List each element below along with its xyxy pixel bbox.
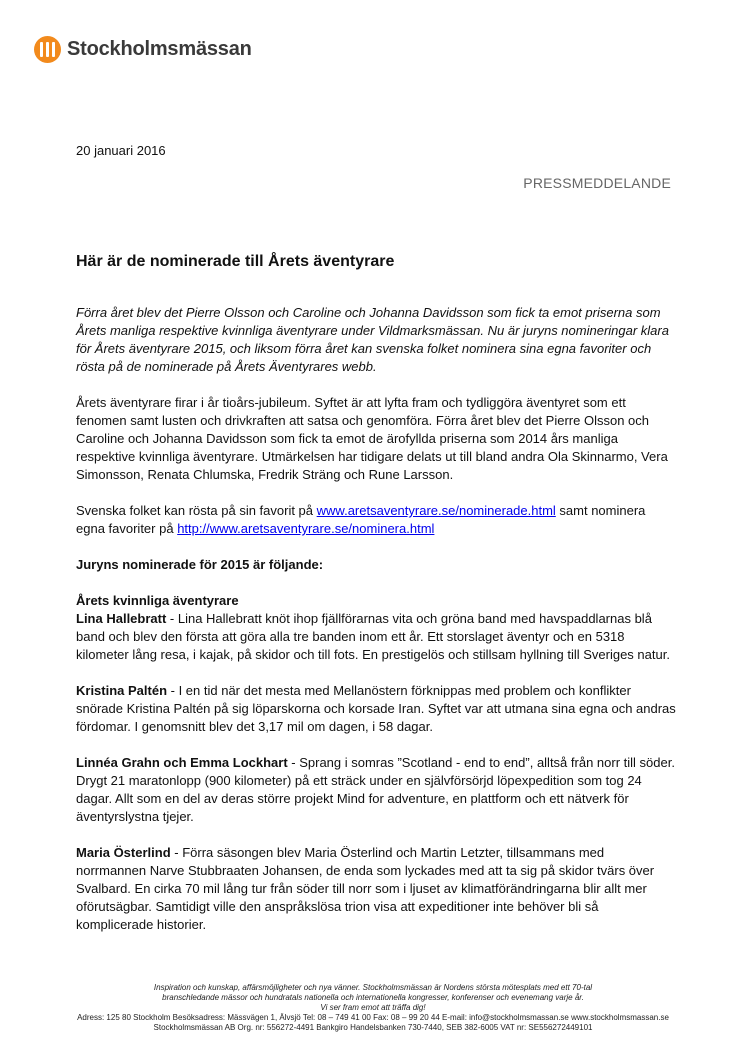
nominee-entry [76, 754, 676, 826]
nominee-name: Maria Österlind [76, 845, 171, 860]
stockholmsmassan-logo-icon [34, 36, 61, 63]
lead-paragraph: Förra året blev det Pierre Olsson och Caroline och Johanna Davidsson som fick ta emot priserna som Årets manliga respektive kvinnliga äventyrare under Vildmarksmässan. Nu är juryns nomineringar klara för Årets äventyrare 2015, och liksom förra året kan svenska folket nominera sina egna favoriter och rösta på de nominerade på Årets Äventyrares webb. [76, 305, 669, 374]
nominee-entry [76, 844, 676, 934]
nominee-description: - Sprang i somras ”Scotland - end to end”, alltså från norr till söder. Drygt 21 maratonlopp (900 kilometer) på ett sträck under en självförsörjd löpexpedition som tog 24 dagar. Allt som en del av deras större projekt Mind for adventure, en plattform och ett nätverk för äventyrslystna tjejer. [76, 755, 675, 824]
footer-contact: Adress: 125 80 Stockholm Besöksadress: Mässvägen 1, Älvsjö Tel: 08 – 749 41 00 Fax: 08 – 99 20 44 E-mail: info@stockholmsmassan.se www.stockholmsmassan.se [77, 1013, 669, 1022]
vote-text: Svenska folket kan rösta på sin favorit på [76, 503, 317, 518]
nominate-link[interactable]: http://www.aretsaventyrare.se/nominera.html [177, 521, 435, 536]
nominee-name: Kristina Paltén [76, 683, 168, 698]
logo-text: Stockholmsmässan [67, 38, 252, 60]
press-release-label: PRESSMEDDELANDE [523, 175, 671, 191]
footer-tagline: Inspiration och kunskap, affärsmöjligheter och nya vänner. Stockholmsmässan är Nordens största mötesplats med ett 70-tal [153, 983, 593, 992]
nominees-link[interactable]: www.aretsaventyrare.se/nominerade.html [316, 503, 556, 518]
footer-tagline: branschledande mässor och hundratals nationella och internationella kongresser, konferenser och evenemang varje år. [162, 993, 584, 1002]
nominee-description: - Lina Hallebratt knöt ihop fjällförarnas vita och gröna band med havspaddlarnas blå band och blev den första att göra alla tre banden inom ett år. Ett storslaget äventyr och en 5318 kilometer lång resa, i kajak, på skidor och till fots. En prestigelös och stillsam hyllning till Sveriges natur. [76, 611, 670, 662]
page-title: Här är de nominerade till Årets äventyrare [76, 253, 395, 270]
nominee-entry [76, 610, 676, 664]
body-paragraph: Årets äventyrare firar i år tioårs-jubileum. Syftet är att lyfta fram och tydliggöra äventyret som ett fenomen samt lusten och drivkraften att satsa och genomföra. Förra året blev det Pierre Olsson och Caroline och Johanna Davidsson som fick ta emot de ärofyllda priserna som 2014 års manliga respektive kvinnliga äventyrare. Utmärkelsen har tidigare delats ut till bland andra Ola Skinnarmo, Vera Simonsson, Renata Chlumska, Fredrik Sträng och Rune Larsson. [76, 395, 668, 482]
nominee-description: - I en tid när det mesta med Mellanöstern förknippas med problem och konflikter snörade Kristina Paltén på sig löparskorna och korsade Iran. Syftet var att utmana sina egna och andras fördomar. I genomsnitt blev det 3,17 mil om dagen, i 58 dagar. [76, 683, 676, 734]
footer-tagline: Vi ser fram emot att träffa dig! [320, 1003, 426, 1012]
vote-paragraph [76, 502, 676, 538]
date: 20 januari 2016 [76, 143, 166, 158]
nominee-description: - Förra säsongen blev Maria Österlind och Martin Letzter, tillsammans med norrmannen Narve Stubbraaten Johansen, de enda som lyckades med att ta sig på skidor tvärs över Svalbard. En cirka 70 mil lång tur från söder till norr som i ljuset av klimatförändringarna blir allt mer oförutsägbar. Samtidigt ville den anspråkslösa trion visa att expeditioner inte behöver bli så komplicerade historier. [76, 845, 655, 932]
footer [0, 983, 746, 1033]
logo [34, 36, 252, 63]
nominee-name: Lina Hallebratt [76, 611, 167, 626]
nominee-name: Linnéa Grahn och Emma Lockhart [76, 755, 288, 770]
jury-heading: Juryns nominerade för 2015 är följande: [76, 557, 324, 572]
vote-text: samt nominera egna favoriter på [76, 503, 646, 536]
nominee-entry [76, 682, 676, 736]
article-body [76, 304, 676, 952]
footer-company-info: Stockholmsmässan AB Org. nr: 556272-4491 Bankgiro Handelsbanken 730-7440, SEB 382-6005 VAT nr: SE556272449101 [153, 1023, 593, 1032]
category-heading: Årets kvinnliga äventyrare [76, 593, 239, 608]
